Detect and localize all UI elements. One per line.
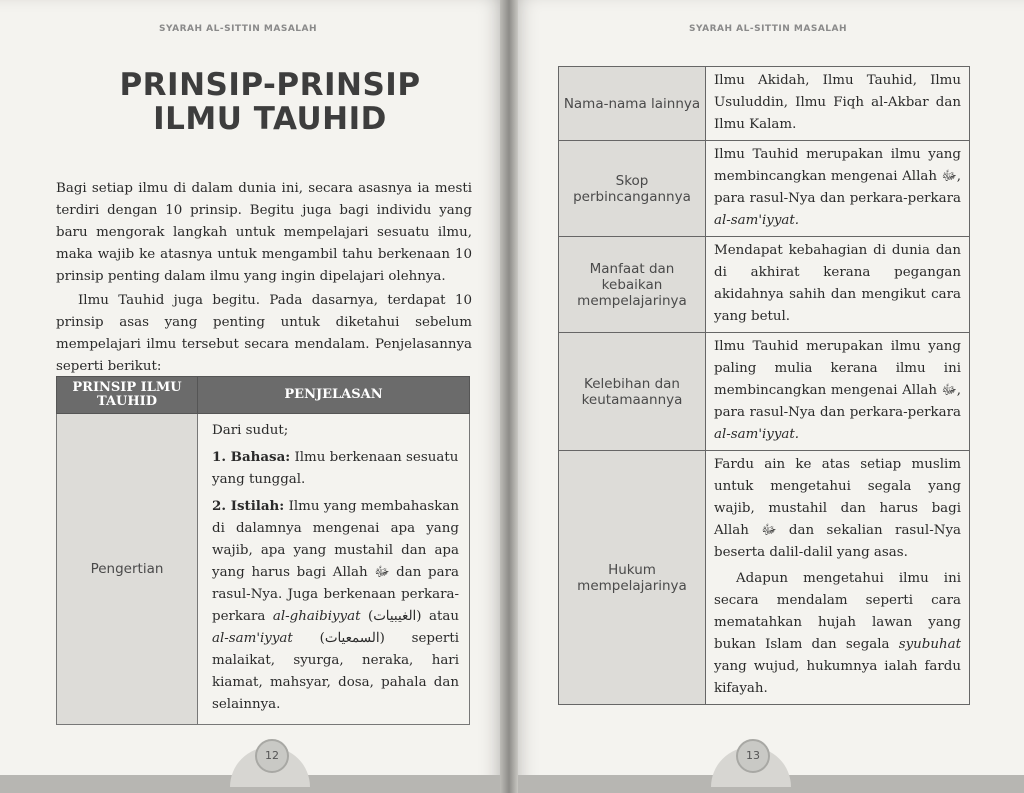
row-label: Nama-nama lainnya	[559, 67, 706, 141]
arabic-term: (السمعيات)	[319, 631, 385, 646]
row-text-second	[714, 568, 961, 700]
conjunction: atau	[429, 609, 459, 624]
row-text-part: Adapun mengetahui ilmu ini secara mendalam seperti cara mematahkan hujah lawan yang bukan Islam dan segala	[714, 571, 961, 652]
row-label: Kelebihan dan keutamaannya	[559, 333, 706, 451]
row-label: Hukum mempelajarinya	[559, 451, 706, 705]
table-row	[559, 67, 970, 141]
table-row	[559, 333, 970, 451]
row-description	[198, 414, 470, 725]
item-label: 1. Bahasa:	[212, 449, 291, 465]
table-row	[559, 451, 970, 705]
title-line-2: ILMU TAUHID	[153, 101, 387, 137]
list-item	[212, 446, 459, 491]
row-text-part: yang wujud, hukumnya ialah fardu kifayah.	[714, 659, 961, 696]
italic-term: syubuhat	[898, 637, 961, 652]
table-header-row	[57, 377, 470, 414]
italic-term: al-sam'iyyat	[212, 631, 293, 646]
item-text: Ilmu berkenaan sesuatu yang tunggal.	[212, 450, 459, 487]
list-item	[212, 495, 459, 716]
table-row	[559, 237, 970, 333]
row-text: Ilmu Tauhid merupakan ilmu yang paling mulia kerana ilmu ini membincangkan mengenai Allah ﷻ, para rasul-Nya dan perkara-perkara	[714, 339, 961, 420]
table-row	[57, 414, 470, 725]
second-paragraph: Ilmu Tauhid juga begitu. Pada dasarnya, terdapat 10 prinsip asas yang penting untuk diketahui sebelum mempelajari ilmu tersebut secara mendalam. Penjelasannya seperti berikut:	[56, 293, 472, 374]
row-label: Manfaat dan kebaikan mempelajarinya	[559, 237, 706, 333]
row-text: Fardu ain ke atas setiap muslim untuk mengetahui segala yang wajib, mustahil dan harus bagi Allah ﷻ dan sekalian rasul-Nya beserta dalil-dalil yang asas.	[714, 457, 962, 560]
row-label: Pengertian	[57, 414, 198, 725]
row-description	[706, 141, 970, 237]
left-page	[0, 0, 508, 793]
italic-term: al-ghaibiyyat	[272, 609, 361, 624]
page-title	[40, 68, 500, 136]
right-page	[510, 0, 1024, 793]
desc-intro: Dari sudut;	[212, 423, 289, 438]
item-text: Ilmu yang membahaskan di dalamnya mengenai apa yang wajib, apa yang mustahil dan apa yang harus bagi Allah ﷻ dan para rasul-Nya. Juga berkenaan perkara-perkara	[212, 499, 460, 624]
italic-term: al-sam'iyyat.	[714, 213, 800, 228]
book-gutter	[500, 0, 518, 793]
col-header-explanation: PENJELASAN	[198, 377, 470, 414]
title-line-1: PRINSIP-PRINSIP	[119, 67, 421, 103]
page-number: 13	[736, 739, 770, 773]
page-number: 12	[255, 739, 289, 773]
running-header: SYARAH AL-SITTIN MASALAH	[158, 24, 318, 34]
table-row	[559, 141, 970, 237]
arabic-term: (الغيبيات)	[367, 609, 422, 624]
italic-term: al-sam'iyyat.	[714, 427, 800, 442]
item-text: seperti malaikat, syurga, neraka, hari kiamat, mahsyar, dosa, pahala dan selainnya.	[212, 631, 459, 712]
col-header-principle: PRINSIP ILMU TAUHID	[57, 377, 198, 414]
row-label: Skop perbincangannya	[559, 141, 706, 237]
running-header: SYARAH AL-SITTIN MASALAH	[688, 24, 848, 34]
intro-paragraph: Bagi setiap ilmu di dalam dunia ini, secara asasnya ia mesti terdiri dengan 10 prinsip. Begitu juga bagi individu yang baru mengorak langkah untuk mempelajari sesuatu ilmu, maka wajib ke atasnya untuk mengambil tahu berkenaan 10 prinsip penting dalam ilmu yang ingin dipelajari olehnya.	[56, 181, 472, 284]
row-description	[706, 451, 970, 705]
principles-table-continued	[558, 66, 970, 705]
principles-table	[56, 376, 470, 725]
row-description	[706, 333, 970, 451]
row-description: Ilmu Akidah, Ilmu Tauhid, Ilmu Usuluddin, Ilmu Fiqh al-Akbar dan Ilmu Kalam.	[706, 67, 970, 141]
item-label: 2. Istilah:	[212, 498, 285, 514]
row-description: Mendapat kebahagian di dunia dan di akhirat kerana pegangan akidahnya sahih dan mengikut cara yang betul.	[706, 237, 970, 333]
row-text: Ilmu Tauhid merupakan ilmu yang membincangkan mengenai Allah ﷻ, para rasul-Nya dan perkara-perkara	[714, 147, 961, 206]
